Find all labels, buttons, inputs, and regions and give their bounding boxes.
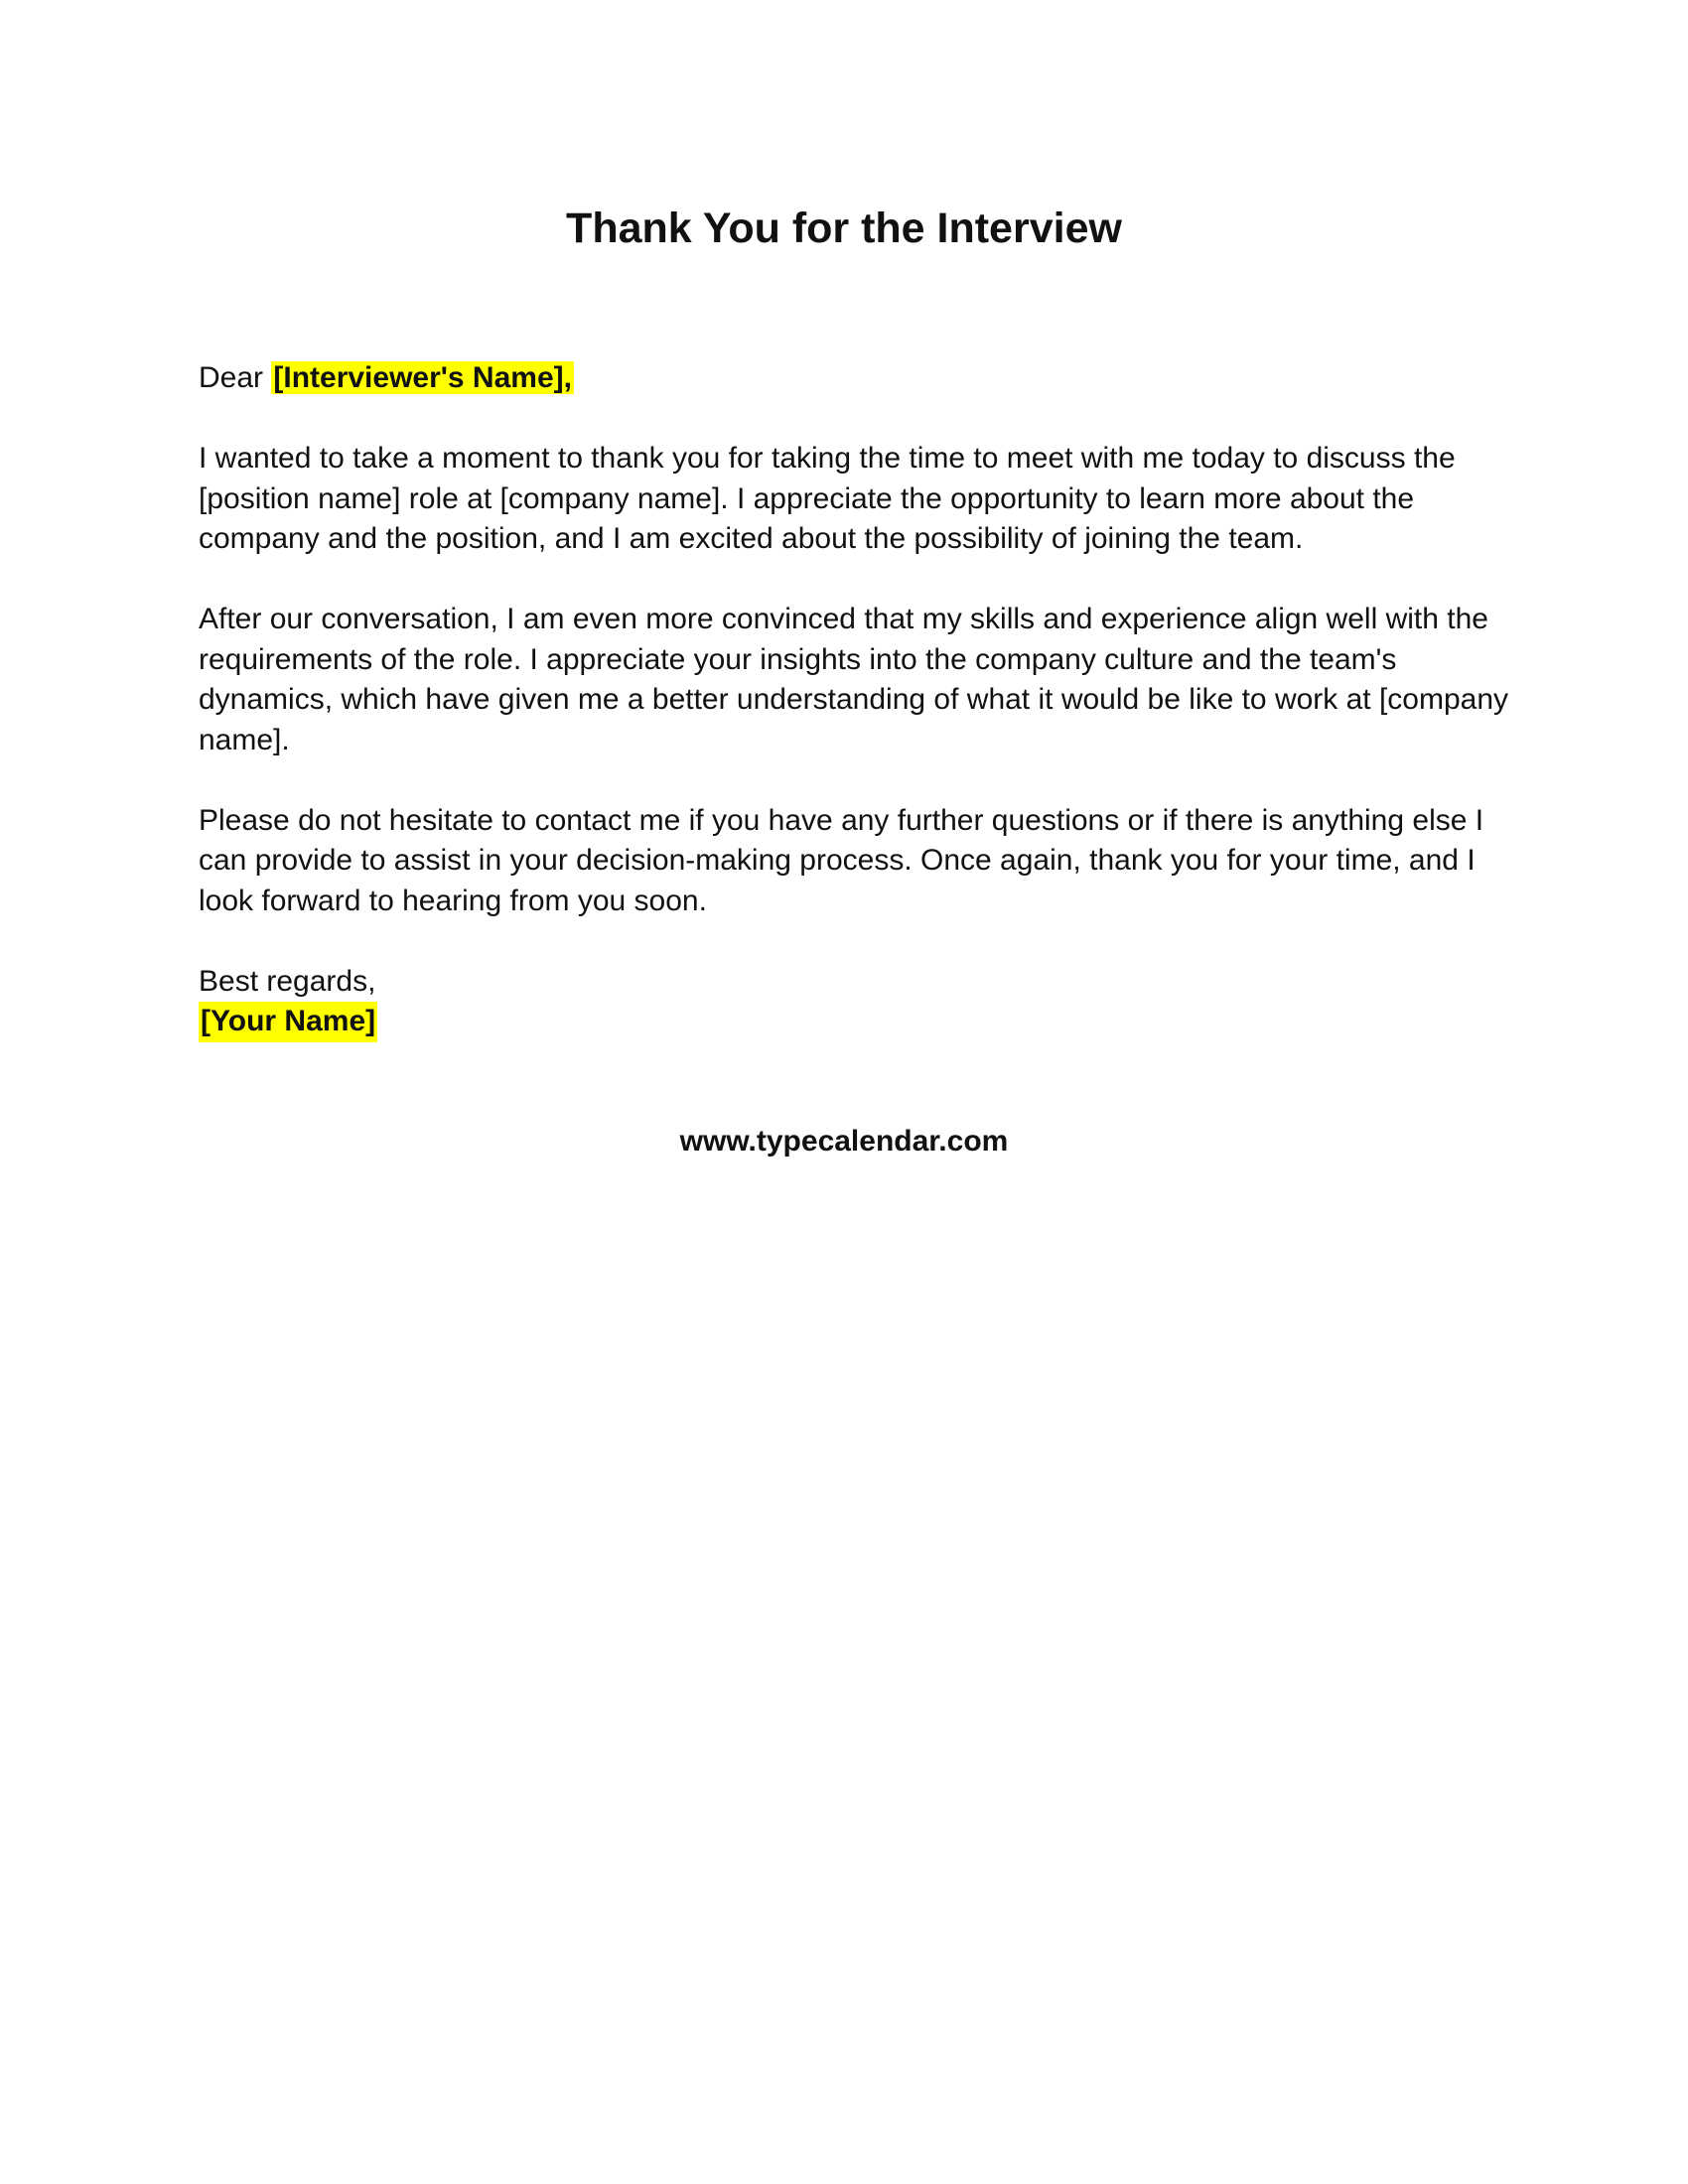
your-name-placeholder: [Your Name] [199, 1002, 377, 1042]
paragraph-3: Please do not hesitate to contact me if you have any further questions or if there is anything else I can provide to assist in your decision-making process. Once again, thank you for your time, and I look forward to hearing from you soon. [199, 803, 1484, 917]
website-link[interactable]: www.typecalendar.com [679, 1125, 1009, 1158]
paragraph-1: I wanted to take a moment to thank you for taking the time to meet with me today to discuss the [position name] role at [company name]. I appreciate the opportunity to learn more about the company and the position, and I am excited about the possibility of joining the team. [199, 442, 1456, 555]
letter-body [199, 358, 1509, 1042]
salutation-prefix: Dear [199, 361, 264, 394]
paragraph-2: After our conversation, I am even more convinced that my skills and experience align well with the requirements of the role. I appreciate your insights into the company culture and the team's dynamics, which have given me a better understanding of what it would be like to work at [company name]. [199, 603, 1509, 756]
letter-title: Thank You for the Interview [566, 205, 1122, 252]
valediction: Best regards, [199, 964, 376, 998]
closing [199, 962, 1509, 1042]
interviewer-name-placeholder: [Interviewer's Name], [273, 361, 572, 394]
salutation [199, 358, 1509, 399]
